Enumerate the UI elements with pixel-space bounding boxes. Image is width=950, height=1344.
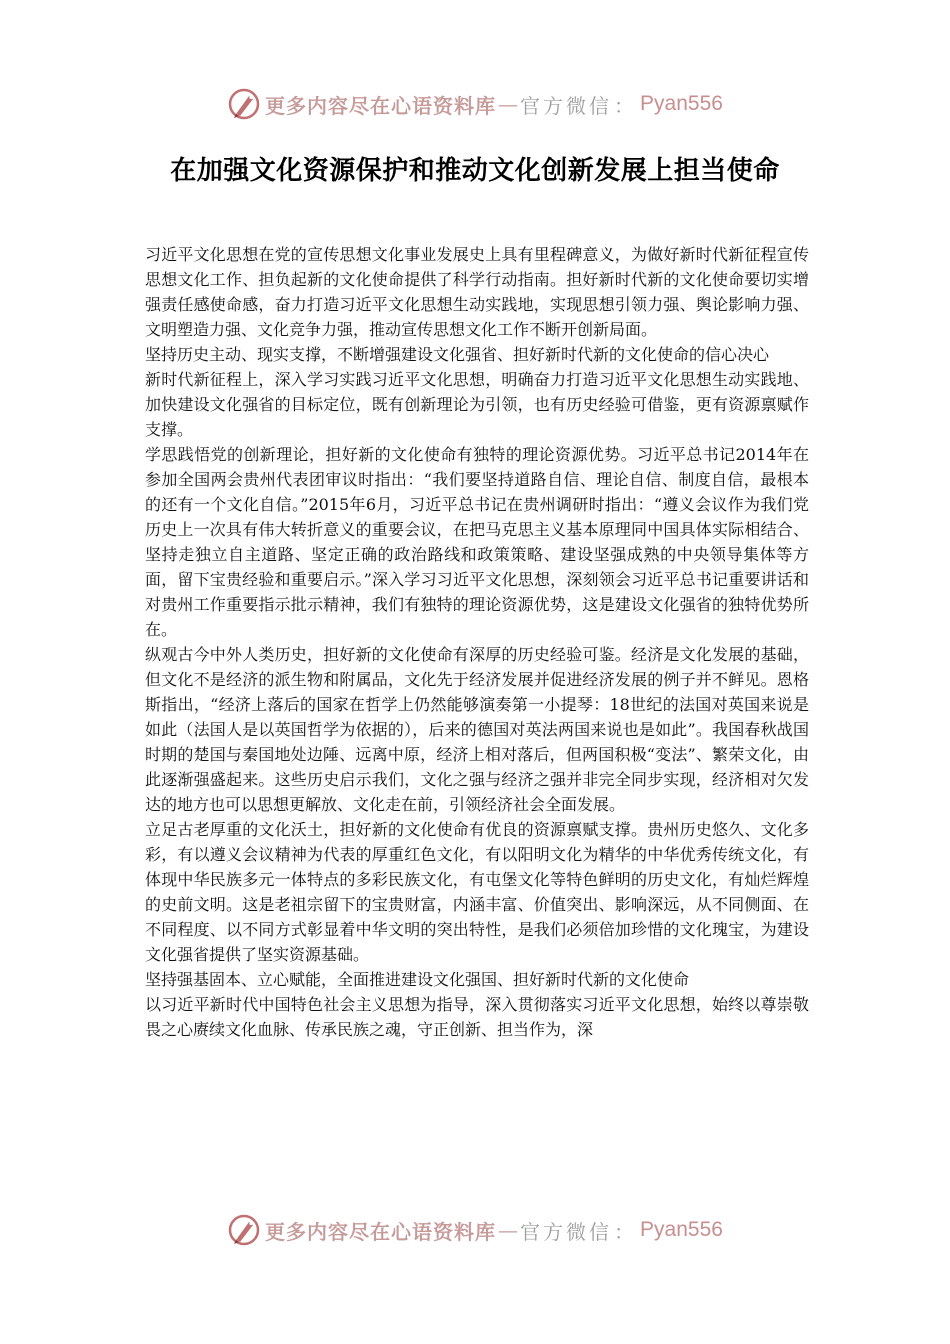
section-heading-2: 坚持强基固本、立心赋能，全面推进建设文化强国、担好新时代新的文化使命 <box>145 970 690 989</box>
section-heading-1: 坚持历史主动、现实支撑，不断增强建设文化强省、担好新时代新的文化使命的信心决心 <box>145 345 770 364</box>
watermark-official-label: 官方微信 <box>520 93 613 118</box>
document-title: 在加强文化资源保护和推动文化创新发展上担当使命 <box>170 156 780 186</box>
watermark-wechat-id: Pyan556 <box>640 1218 723 1241</box>
pen-nib-logo-icon <box>227 87 261 121</box>
paragraph-4: 纵观古今中外人类历史，担好新的文化使命有深厚的历史经验可鉴。经济是文化发展的基础，但文化不是经济的派生物和附属品，文化先于经济发展并促进经济发展的例子并不鲜见。恩格斯指出，“经济上落后的国家在哲学上仍然能够演奏第一小提琴：18世纪的法国对英国来说是如此（法国人是以英国哲学为依据的），后来的德国对英法两国来说也是如此”。我国春秋战国时期的楚国与秦国地处边陲、远离中原，经济上相对落后，但两国积极“变法”、繁荣文化，由此逐渐强盛起来。这些历史启示我们，文化之强与经济之强并非完全同步实现，经济相对欠发达的地方也可以思想更解放、文化走在前，引领经济社会全面发展。 <box>145 645 809 814</box>
watermark-colon: ： <box>614 1219 635 1244</box>
pen-nib-logo-icon <box>227 1213 261 1247</box>
watermark-site-text: 更多内容尽在心语资料库 <box>265 1219 497 1244</box>
paragraph-5: 立足古老厚重的文化沃土，担好新的文化使命有优良的资源禀赋支撑。贵州历史悠久、文化多彩，有以遵义会议精神为代表的厚重红色文化，有以阳明文化为精华的中华优秀传统文化，有体现中华民族多元一体特点的多彩民族文化，有屯堡文化等特色鲜明的历史文化，有灿烂辉煌的史前文明。这是老祖宗留下的宝贵财富，内涵丰富、价值突出、影响深远，从不同侧面、在不同程度、以不同方式彰显着中华文明的突出特性，是我们必须倍加珍惜的文化瑰宝，为建设文化强省提供了坚实资源基础。 <box>145 820 809 964</box>
watermark-header <box>0 84 950 124</box>
watermark-dash: — <box>498 1218 519 1242</box>
watermark-colon: ： <box>614 93 635 118</box>
paragraph-1: 习近平文化思想在党的宣传思想文化事业发展史上具有里程碑意义，为做好新时代新征程宣传思想文化工作、担负起新的文化使命提供了科学行动指南。担好新时代新的文化使命要切实增强责任感使命感，奋力打造习近平文化思想生动实践地，实现思想引领力强、舆论影响力强、文明塑造力强、文化竞争力强，推动宣传思想文化工作不断开创新局面。 <box>145 245 809 339</box>
watermark-wechat-id: Pyan556 <box>640 92 723 115</box>
document-body <box>145 242 809 1042</box>
watermark-dash: — <box>498 92 519 116</box>
watermark-official-label: 官方微信 <box>520 1219 613 1244</box>
paragraph-2: 新时代新征程上，深入学习实践习近平文化思想，明确奋力打造习近平文化思想生动实践地、加快建设文化强省的目标定位，既有创新理论为引领，也有历史经验可借鉴，更有资源禀赋作支撑。 <box>145 370 809 439</box>
paragraph-3: 学思践悟党的创新理论，担好新的文化使命有独特的理论资源优势。习近平总书记2014年在参加全国两会贵州代表团审议时指出：“我们要坚持道路自信、理论自信、制度自信，最根本的还有一个文化自信。”2015年6月，习近平总书记在贵州调研时指出：“遵义会议作为我们党历史上一次具有伟大转折意义的重要会议，在把马克思主义基本原理同中国具体实际相结合、坚持走独立自主道路、坚定正确的政治路线和政策策略、建设坚强成熟的中央领导集体等方面，留下宝贵经验和重要启示。”深入学习习近平文化思想，深刻领会习近平总书记重要讲话和对贵州工作重要指示批示精神，我们有独特的理论资源优势，这是建设文化强省的独特优势所在。 <box>145 445 809 639</box>
watermark-site-text: 更多内容尽在心语资料库 <box>265 93 497 118</box>
watermark-footer <box>0 1210 950 1250</box>
paragraph-6: 以习近平新时代中国特色社会主义思想为指导，深入贯彻落实习近平文化思想，始终以尊崇敬畏之心赓续文化血脉、传承民族之魂，守正创新、担当作为，深 <box>145 995 809 1039</box>
